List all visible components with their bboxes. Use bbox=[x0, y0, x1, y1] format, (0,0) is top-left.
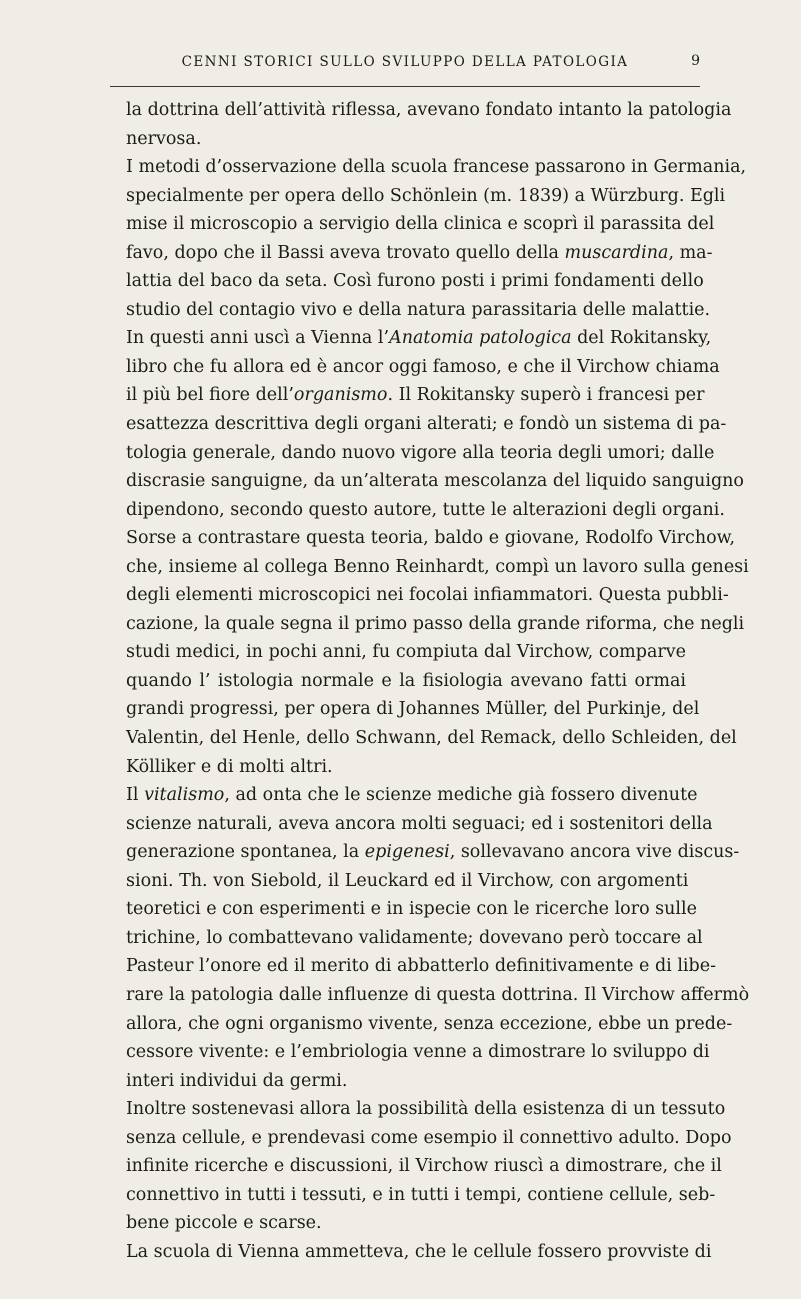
running-title: CENNI STORICI SULLO SVILUPPO DELLA PATOLOGIA bbox=[181, 54, 629, 70]
text-line bbox=[126, 1124, 732, 1153]
line-text: nervosa. bbox=[126, 128, 202, 149]
line-text: la dottrina dell’attività riflessa, avevano fondato intanto la patologia bbox=[126, 100, 732, 120]
text-line bbox=[126, 667, 686, 696]
line-text: cazione, la quale segna il primo passo della grande riforma, che negli bbox=[126, 613, 745, 634]
text-line bbox=[126, 1238, 712, 1267]
line-text: esattezza descrittiva degli organi alterati; e fondò un sistema di pa- bbox=[126, 414, 727, 435]
text-line bbox=[126, 267, 704, 296]
line-text: mise il microscopio a servigio della clinica e scoprì il parassita del bbox=[126, 214, 715, 235]
text-line bbox=[126, 467, 744, 496]
text-line bbox=[126, 781, 698, 810]
text-line bbox=[126, 96, 732, 125]
line-text: discrasie sanguigne, da un’alterata mescolanza del liquido sanguigno bbox=[126, 471, 744, 492]
line-text-before: il più bel fiore dell’ bbox=[126, 385, 294, 406]
line-text-after: , ma- bbox=[668, 242, 713, 263]
line-text: senza cellule, e prendevasi come esempio il connettivo adulto. Dopo bbox=[126, 1127, 732, 1148]
text-line bbox=[126, 924, 703, 953]
header-rule bbox=[110, 86, 700, 87]
line-text: infinite ricerche e discussioni, il Virchow riuscì a dimostrare, che il bbox=[126, 1156, 722, 1177]
text-line bbox=[126, 296, 711, 325]
text-line bbox=[126, 581, 729, 610]
text-line bbox=[126, 638, 686, 667]
line-text-before: favo, dopo che il Bassi aveva trovato quello della bbox=[126, 242, 565, 263]
italic-term: vitalismo bbox=[144, 785, 225, 806]
line-text: specialmente per opera dello Schönlein (m. 1839) a Würzburg. Egli bbox=[126, 185, 726, 206]
text-line bbox=[126, 496, 725, 525]
line-text: La scuola di Vienna ammetteva, che le cellule fossero provviste di bbox=[126, 1241, 712, 1262]
line-text-before: Il bbox=[126, 785, 145, 806]
line-text-before: In questi anni uscì a Vienna l’ bbox=[126, 328, 390, 349]
line-text: I metodi d’osservazione della scuola francese passarono in Germania, bbox=[126, 157, 747, 178]
text-line bbox=[126, 1209, 686, 1238]
line-text: allora, che ogni organismo vivente, senza eccezione, ebbe un prede- bbox=[126, 1013, 733, 1034]
text-line bbox=[126, 125, 686, 154]
line-text: teoretici e con esperimenti e in ispecie con le ricerche loro sulle bbox=[126, 899, 697, 920]
line-text-after: del Rokitansky, bbox=[571, 328, 712, 349]
text-line bbox=[126, 324, 712, 353]
line-text: Pasteur l’onore ed il merito di abbatterlo definitivamente e di libe- bbox=[126, 956, 716, 977]
body-text bbox=[126, 96, 750, 1266]
text-line bbox=[126, 1038, 710, 1067]
line-text-after: . Il Rokitansky superò i francesi per bbox=[387, 385, 705, 406]
line-text: scienze naturali, aveva ancora molti seguaci; ed i sostenitori della bbox=[126, 813, 713, 834]
line-text: trichine, lo combattevano validamente; dovevano però toccare al bbox=[126, 927, 703, 948]
text-line bbox=[126, 239, 713, 268]
line-text: interi individui da germi. bbox=[126, 1070, 348, 1091]
text-line bbox=[126, 524, 736, 553]
text-line bbox=[126, 1010, 733, 1039]
text-line bbox=[126, 182, 726, 211]
text-line bbox=[126, 153, 747, 182]
text-line bbox=[126, 353, 720, 382]
text-line bbox=[126, 838, 740, 867]
text-line bbox=[126, 410, 727, 439]
text-line bbox=[126, 952, 716, 981]
text-line bbox=[126, 810, 713, 839]
text-line bbox=[126, 867, 689, 896]
text-line bbox=[126, 381, 705, 410]
text-line bbox=[126, 724, 737, 753]
line-text: lattia del baco da seta. Così furono posti i primi fondamenti dello bbox=[126, 271, 704, 292]
line-text: rare la patologia dalle influenze di questa dottrina. Il Virchow affermò bbox=[126, 984, 750, 1005]
line-text: grandi progressi, per opera di Johannes Müller, del Purkinje, del bbox=[126, 699, 700, 720]
text-line bbox=[126, 1067, 686, 1096]
line-text: sioni. Th. von Siebold, il Leuckard ed il Virchow, con argomenti bbox=[126, 870, 689, 891]
italic-term: muscardina bbox=[564, 242, 669, 263]
running-header bbox=[110, 48, 700, 72]
line-text: libro che fu allora ed è ancor oggi famoso, e che il Virchow chiama bbox=[126, 356, 720, 377]
line-text: studi medici, in pochi anni, fu compiuta dal Virchow, comparve bbox=[126, 642, 686, 663]
line-text: studio del contagio vivo e della natura parassitaria delle malattie. bbox=[126, 299, 711, 320]
line-text: quando l’ istologia normale e la fisiologia avevano fatti ormai bbox=[126, 670, 686, 691]
text-line bbox=[126, 895, 697, 924]
line-text: Kölliker e di molti altri. bbox=[126, 756, 333, 777]
text-line bbox=[126, 981, 750, 1010]
line-text: cessore vivente: e l’embriologia venne a dimostrare lo sviluppo di bbox=[126, 1042, 710, 1063]
text-line bbox=[126, 210, 715, 239]
text-line bbox=[126, 1152, 722, 1181]
line-text: tologia generale, dando nuovo vigore alla teoria degli umori; dalle bbox=[126, 442, 715, 463]
line-text: bene piccole e scarse. bbox=[126, 1213, 322, 1234]
text-line bbox=[126, 695, 700, 724]
text-line bbox=[126, 753, 686, 782]
page-number: 9 bbox=[691, 53, 700, 69]
text-line bbox=[126, 1181, 716, 1210]
text-line bbox=[126, 610, 745, 639]
line-text: degli elementi microscopici nei focolai infiammatori. Questa pubbli- bbox=[126, 585, 729, 606]
line-text-after: , sollevavano ancora vive discus- bbox=[449, 842, 740, 863]
italic-term: Anatomia patologica bbox=[389, 328, 572, 349]
line-text: che, insieme al collega Benno Reinhardt, compì un lavoro sulla genesi bbox=[126, 556, 749, 577]
line-text: Valentin, del Henle, dello Schwann, del Remack, dello Schleiden, del bbox=[126, 728, 737, 749]
line-text-after: , ad onta che le scienze mediche già fossero divenute bbox=[224, 785, 698, 806]
line-text: Inoltre sostenevasi allora la possibilità della esistenza di un tessuto bbox=[126, 1099, 726, 1120]
text-line bbox=[126, 1095, 726, 1124]
line-text: Sorse a contrastare questa teoria, baldo e giovane, Rodolfo Virchow, bbox=[126, 528, 736, 549]
italic-term: organismo bbox=[293, 385, 388, 406]
italic-term: epigenesi bbox=[364, 842, 450, 863]
text-line bbox=[126, 439, 715, 468]
line-text-before: generazione spontanea, la bbox=[126, 842, 365, 863]
line-text: dipendono, secondo questo autore, tutte le alterazioni degli organi. bbox=[126, 499, 725, 520]
line-text: connettivo in tutti i tessuti, e in tutti i tempi, contiene cellule, seb- bbox=[126, 1184, 716, 1205]
text-line bbox=[126, 553, 749, 582]
